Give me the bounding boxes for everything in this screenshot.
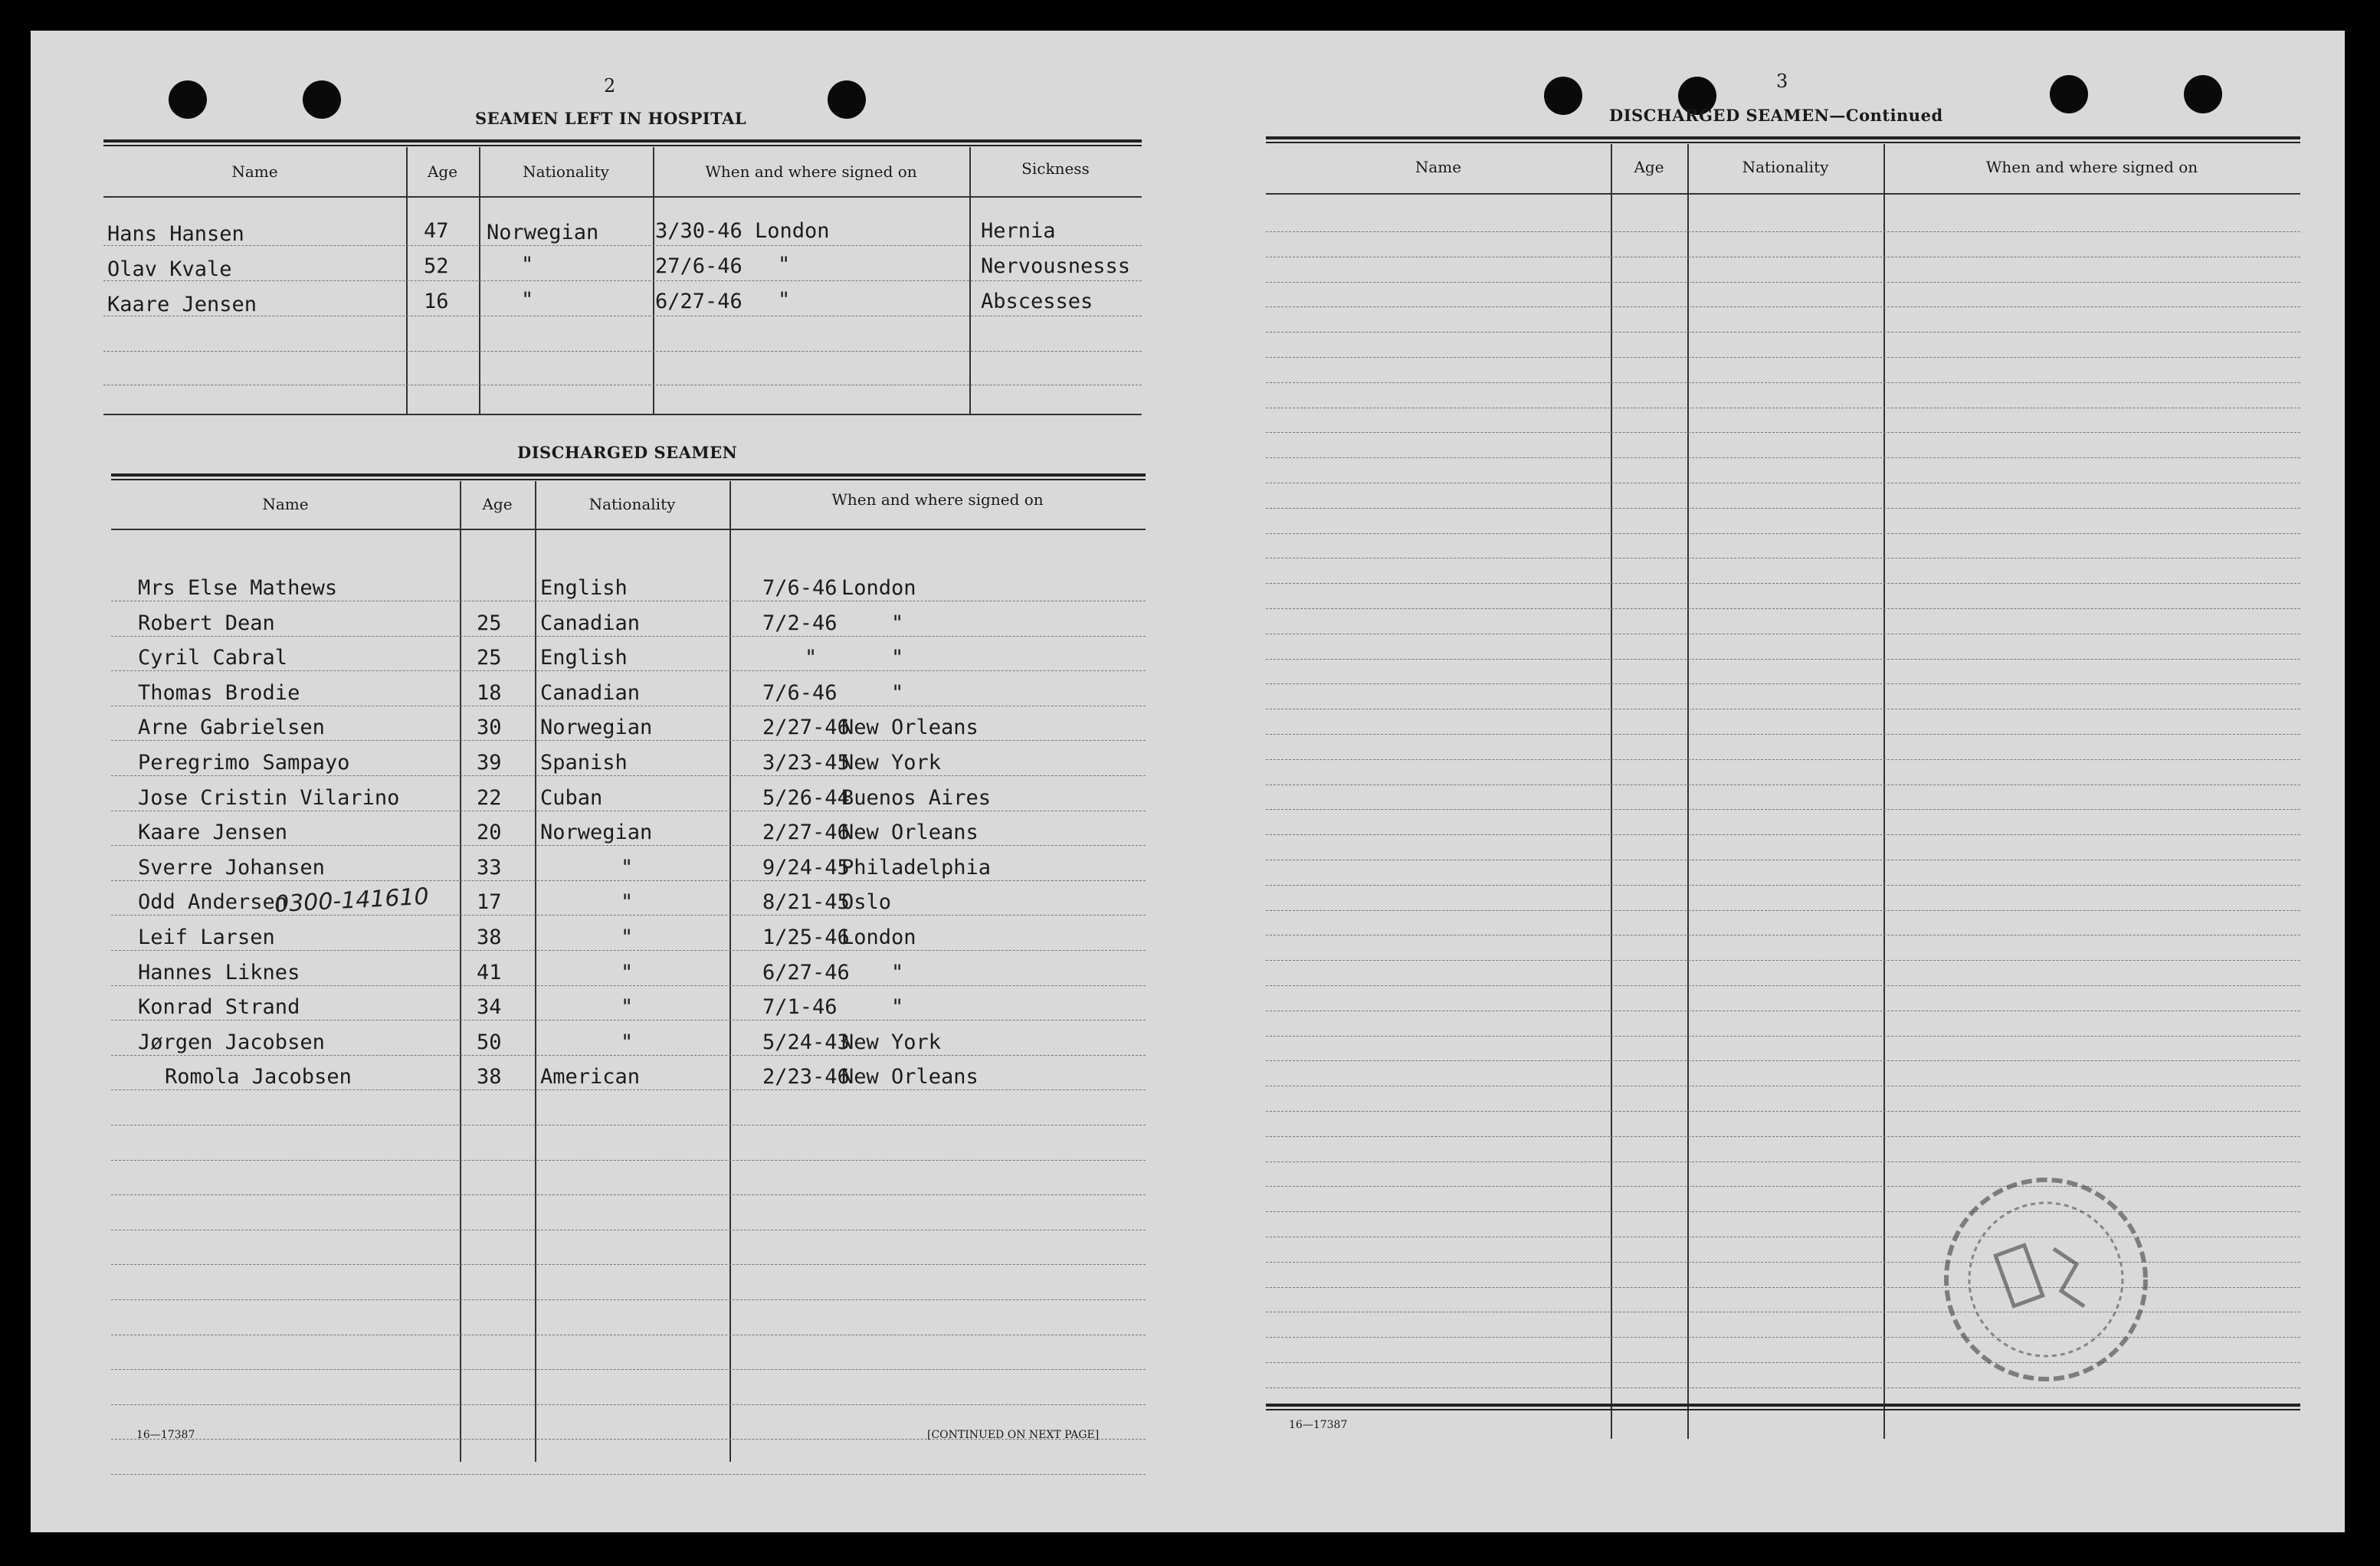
cell-place: " — [778, 253, 791, 277]
cell-nationality: " — [621, 961, 634, 984]
right-header-name: Name — [1415, 158, 1462, 176]
punch-hole — [169, 80, 207, 119]
left-page-number: 2 — [604, 75, 616, 97]
col-divider — [535, 481, 536, 1462]
cell-place: Philadelphia — [841, 856, 992, 880]
row-rule — [103, 351, 1142, 352]
col-divider — [1687, 144, 1689, 1439]
right-header-nationality: Nationality — [1742, 158, 1829, 176]
cell-age: 16 — [424, 290, 449, 313]
cell-date: 2/27-46 — [762, 716, 850, 739]
col-divider — [406, 147, 408, 415]
row-rule — [111, 985, 1146, 986]
cell-place: " — [891, 961, 904, 984]
right-table-top-rule — [1266, 136, 2300, 143]
right-form-number: 16—17387 — [1289, 1419, 1348, 1431]
cell-date: 6/27-46 — [762, 961, 850, 984]
cell-age: 25 — [477, 611, 502, 635]
cell-age: 22 — [477, 786, 502, 810]
cell-date: 5/24-43 — [762, 1030, 850, 1054]
row-rule — [1266, 583, 2300, 584]
cell-place: Oslo — [841, 890, 892, 914]
cell-name: Sverre Johansen — [138, 856, 325, 880]
row-rule — [1266, 734, 2300, 735]
cell-nationality: Canadian — [540, 611, 641, 635]
cell-age: 33 — [477, 856, 502, 880]
right-table-bottom-rule — [1266, 1404, 2300, 1410]
col-divider — [653, 147, 654, 415]
cell-age: 50 — [477, 1030, 502, 1054]
cell-nationality: Spanish — [540, 751, 628, 775]
cell-date: 2/23-46 — [762, 1065, 850, 1089]
cell-age: 47 — [424, 219, 449, 243]
hospital-header-sickness: Sickness — [1021, 159, 1090, 178]
cell-age: 30 — [477, 716, 502, 739]
cell-place: Buenos Aires — [841, 786, 992, 810]
cell-date: 1/25-46 — [762, 926, 850, 949]
cell-place: London — [755, 219, 830, 243]
row-rule — [111, 1020, 1146, 1021]
cell-date: 7/6-46 — [762, 576, 838, 600]
cell-date: 6/27-46 — [655, 290, 743, 313]
cell-name: Olav Kvale — [107, 257, 232, 281]
row-rule — [1266, 282, 2300, 283]
cell-name: Odd Andersen — [138, 890, 288, 914]
row-rule — [1266, 306, 2300, 307]
cell-age: 34 — [477, 995, 502, 1019]
cell-name: Romola Jacobsen — [165, 1065, 352, 1089]
cell-date: 3/23-45 — [762, 751, 850, 775]
row-rule — [111, 636, 1146, 637]
row-rule — [111, 1160, 1146, 1161]
discharged-table-top-rule — [111, 473, 1146, 480]
cell-date: 3/30-46 — [655, 219, 743, 243]
cell-nationality: English — [540, 576, 628, 600]
cell-place: " — [891, 611, 904, 635]
col-divider — [1883, 144, 1885, 1439]
discharged-header-signed-on: When and where signed on — [831, 490, 1044, 509]
row-rule — [111, 1194, 1146, 1195]
row-rule — [111, 950, 1146, 951]
col-divider — [969, 147, 971, 415]
punch-hole — [1544, 77, 1582, 115]
hospital-header-age: Age — [427, 162, 458, 181]
cell-place: New York — [841, 1030, 942, 1054]
row-rule — [1266, 885, 2300, 886]
right-header-rule — [1266, 193, 2300, 195]
cell-date: 27/6-46 — [655, 254, 743, 278]
row-rule — [1266, 1036, 2300, 1037]
row-rule — [111, 1055, 1146, 1056]
cell-nationality: " — [621, 1030, 634, 1054]
hospital-bottom-rule — [103, 414, 1142, 415]
right-page-number: 3 — [1776, 70, 1788, 92]
punch-hole — [303, 80, 341, 119]
cell-name: Cyril Cabral — [138, 646, 288, 670]
hospital-table-top-rule — [103, 139, 1142, 146]
cell-place: New Orleans — [841, 1065, 979, 1089]
row-rule — [1266, 683, 2300, 684]
cell-place: " — [891, 646, 904, 670]
cell-date: 7/6-46 — [762, 681, 838, 705]
row-rule — [1266, 809, 2300, 810]
cell-age: 38 — [477, 1065, 502, 1089]
row-rule — [1266, 357, 2300, 358]
cell-nationality: " — [621, 995, 634, 1019]
row-rule — [1266, 659, 2300, 660]
cell-age: 38 — [477, 926, 502, 949]
row-rule — [111, 845, 1146, 846]
row-rule — [1266, 382, 2300, 383]
cell-nationality: " — [621, 926, 634, 949]
row-rule — [1266, 960, 2300, 961]
handwritten-note: 0300-141610 — [274, 883, 430, 919]
row-rule — [1266, 910, 2300, 911]
row-rule — [111, 740, 1146, 741]
right-header-age: Age — [1634, 158, 1664, 176]
row-rule — [1266, 608, 2300, 609]
row-rule — [1266, 1136, 2300, 1137]
cell-age: 39 — [477, 751, 502, 775]
row-rule — [111, 1089, 1146, 1090]
cell-nationality: Canadian — [540, 681, 641, 705]
cell-name: Kaare Jensen — [107, 293, 257, 316]
cell-name: Konrad Strand — [138, 995, 300, 1019]
col-divider — [479, 147, 480, 415]
discharged-section-title: DISCHARGED SEAMEN — [517, 443, 738, 462]
row-rule — [111, 775, 1146, 776]
row-rule — [111, 670, 1146, 671]
row-rule — [111, 1299, 1146, 1300]
ink-stamp — [1931, 1165, 2161, 1394]
row-rule — [1266, 457, 2300, 458]
discharged-header-name: Name — [262, 495, 309, 513]
cell-place: " — [891, 995, 904, 1019]
cell-nationality: " — [521, 288, 534, 312]
row-rule — [103, 245, 1142, 246]
right-section-title: DISCHARGED SEAMEN—Continued — [1609, 106, 1943, 125]
cell-place: New Orleans — [841, 821, 979, 844]
row-rule — [1266, 1111, 2300, 1112]
cell-name: Jørgen Jacobsen — [138, 1030, 325, 1054]
cell-nationality: Cuban — [540, 786, 603, 810]
cell-place: New Orleans — [841, 716, 979, 739]
discharged-header-rule — [111, 529, 1146, 530]
cell-age: 41 — [477, 961, 502, 984]
form-number: 16—17387 — [136, 1429, 195, 1441]
col-divider — [1611, 144, 1612, 1439]
cell-date: 5/26-44 — [762, 786, 850, 810]
document-sheet — [31, 31, 2345, 1532]
row-rule — [111, 915, 1146, 916]
row-rule — [111, 1369, 1146, 1370]
cell-name: Hans Hansen — [107, 222, 244, 246]
row-rule — [1266, 332, 2300, 333]
hospital-header-name: Name — [231, 162, 278, 181]
cell-age: 17 — [477, 890, 502, 914]
row-rule — [1266, 231, 2300, 232]
col-divider — [729, 481, 731, 1462]
cell-place: New York — [841, 751, 942, 775]
cell-nationality: Norwegian — [540, 821, 653, 844]
row-rule — [111, 1404, 1146, 1405]
cell-place: " — [778, 288, 791, 312]
row-rule — [111, 1474, 1146, 1475]
cell-age: 18 — [477, 681, 502, 705]
row-rule — [1266, 558, 2300, 559]
row-rule — [1266, 432, 2300, 433]
cell-name: Arne Gabrielsen — [138, 716, 325, 739]
row-rule — [111, 1264, 1146, 1265]
cell-nationality: American — [540, 1065, 641, 1089]
row-rule — [103, 280, 1142, 281]
row-rule — [1266, 508, 2300, 509]
cell-nationality: " — [521, 253, 534, 277]
cell-sickness: Hernia — [981, 219, 1056, 243]
cell-date: 2/27-46 — [762, 821, 850, 844]
row-rule — [111, 880, 1146, 881]
cell-name: Peregrimo Sampayo — [138, 751, 350, 775]
cell-name: Robert Dean — [138, 611, 275, 635]
cell-age: 25 — [477, 646, 502, 670]
row-rule — [1266, 985, 2300, 986]
cell-name: Mrs Else Mathews — [138, 576, 338, 600]
hospital-header-rule — [103, 196, 1142, 198]
cell-name: Kaare Jensen — [138, 821, 288, 844]
cell-nationality: Norwegian — [540, 716, 653, 739]
row-rule — [1266, 1161, 2300, 1162]
cell-date: 7/1-46 — [762, 995, 838, 1019]
cell-date: 7/2-46 — [762, 611, 838, 635]
cell-place: " — [891, 681, 904, 705]
continued-note: [CONTINUED ON NEXT PAGE] — [927, 1429, 1100, 1441]
punch-hole — [2184, 75, 2222, 113]
cell-age: 20 — [477, 821, 502, 844]
cell-date: 9/24-45 — [762, 856, 850, 880]
cell-nationality: " — [621, 890, 634, 914]
cell-age: 52 — [424, 254, 449, 278]
hospital-header-nationality: Nationality — [523, 162, 609, 181]
row-rule — [1266, 533, 2300, 534]
cell-name: Hannes Liknes — [138, 961, 300, 984]
cell-place: London — [841, 576, 916, 600]
row-rule — [1266, 1060, 2300, 1061]
cell-sickness: Abscesses — [981, 290, 1093, 313]
cell-nationality: Norwegian — [487, 221, 599, 244]
right-header-signed-on: When and where signed on — [1985, 158, 2198, 176]
hospital-header-signed-on: When and where signed on — [705, 162, 917, 181]
punch-hole — [828, 80, 866, 119]
cell-name: Leif Larsen — [138, 926, 275, 949]
cell-name: Thomas Brodie — [138, 681, 300, 705]
cell-place: London — [841, 926, 916, 949]
cell-date: 8/21-45 — [762, 890, 850, 914]
hospital-section-title: SEAMEN LEFT IN HOSPITAL — [475, 109, 747, 128]
punch-hole — [2050, 75, 2088, 113]
cell-sickness: Nervousnesss — [981, 254, 1131, 278]
cell-nationality: " — [621, 856, 634, 880]
cell-nationality: English — [540, 646, 628, 670]
row-rule — [1266, 834, 2300, 835]
cell-date: " — [805, 646, 818, 670]
col-divider — [460, 481, 461, 1462]
discharged-header-nationality: Nationality — [588, 495, 676, 513]
row-rule — [1266, 759, 2300, 760]
discharged-header-age: Age — [482, 495, 513, 513]
cell-name: Jose Cristin Vilarino — [138, 786, 400, 810]
